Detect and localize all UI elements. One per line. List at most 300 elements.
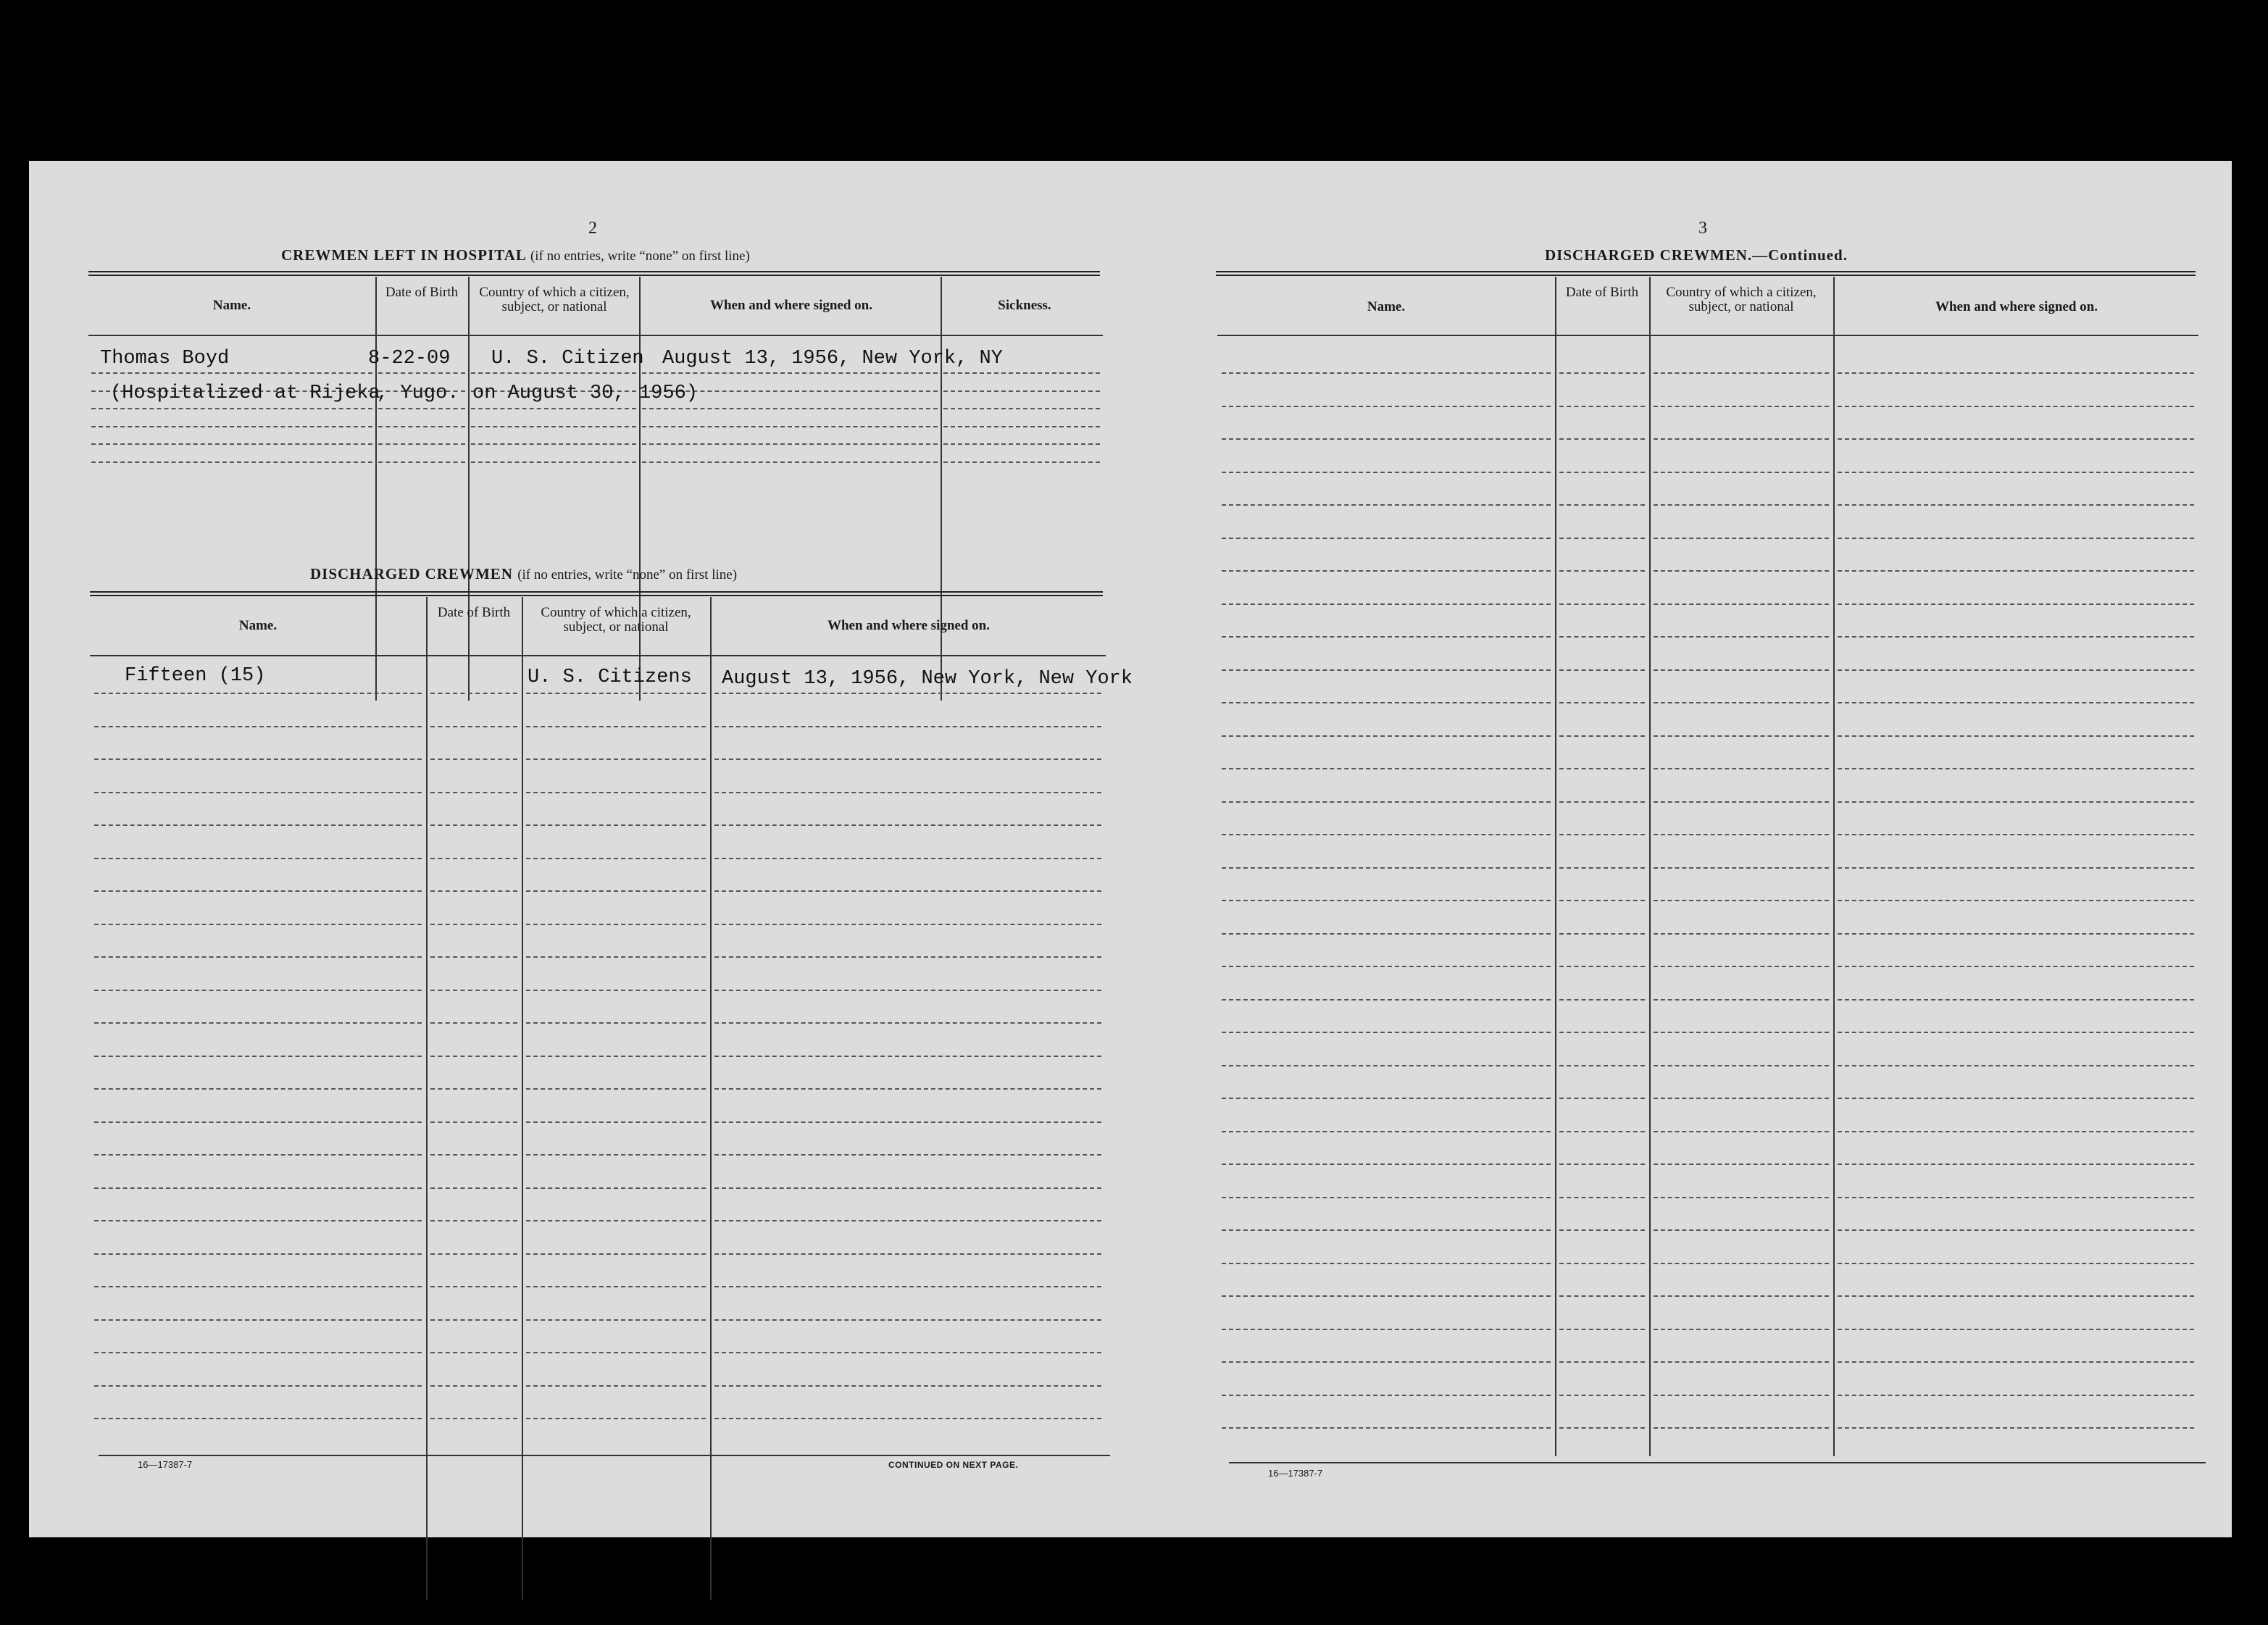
ruled-line [430, 693, 517, 694]
ruled-line [1559, 834, 1645, 835]
ruled-line [714, 1121, 1101, 1123]
ruled-line [1559, 438, 1645, 440]
bottom-rule [99, 1455, 1110, 1456]
col-sep [639, 277, 641, 701]
ruled-line [91, 408, 372, 409]
ruled-line [526, 890, 706, 892]
ruled-line [714, 824, 1101, 826]
col-header-dob: Date of Birth [1565, 285, 1639, 300]
ruled-line [526, 726, 706, 727]
ruled-line [1222, 1395, 1551, 1396]
ruled-line [1838, 801, 2194, 803]
ruled-line [1222, 768, 1551, 769]
ruled-line [94, 1385, 422, 1387]
col-header-signed: When and where signed on. [827, 618, 990, 633]
ruled-line [526, 693, 706, 694]
ruled-line [378, 443, 465, 445]
hospital-row2-country: on August 30, [472, 383, 625, 404]
ruled-line [1559, 900, 1645, 901]
hospital-row2-signed: 1956) [639, 383, 699, 404]
ruled-line [1838, 900, 2194, 901]
discharged-title-text: DISCHARGED CREWMEN [310, 565, 513, 582]
ruled-line [1838, 372, 2194, 374]
ruled-line [94, 726, 422, 727]
ruled-line [94, 1187, 422, 1189]
ruled-line [714, 924, 1101, 925]
ruled-line [430, 1385, 517, 1387]
ruled-line [1559, 1098, 1645, 1099]
ruled-line [1838, 1427, 2194, 1429]
ruled-line [94, 1056, 422, 1057]
ruled-line [1654, 570, 1829, 572]
ruled-line [1222, 1427, 1551, 1429]
ruled-line [1222, 603, 1551, 605]
ruled-line [94, 693, 422, 694]
right-header-rule [1217, 335, 2198, 336]
ruled-line [1559, 1131, 1645, 1132]
ruled-line [526, 1253, 706, 1255]
page-number: 2 [588, 219, 597, 238]
col-header-country: Country of which a citizen, subject, or national [1666, 285, 1817, 314]
ruled-line [1559, 1427, 1645, 1429]
ruled-line [1838, 1329, 2194, 1330]
ruled-line [1654, 900, 1829, 901]
ruled-line [1654, 1329, 1829, 1330]
ruled-line [1838, 636, 2194, 638]
ruled-line [1654, 1295, 1829, 1297]
ruled-line [471, 443, 636, 445]
ruled-line [1838, 570, 2194, 572]
ruled-line [1222, 1229, 1551, 1231]
ruled-line [1654, 999, 1829, 1001]
ruled-line [642, 408, 938, 409]
ruled-line [1222, 735, 1551, 737]
ruled-line [642, 443, 938, 445]
ruled-line [714, 1385, 1101, 1387]
ruled-line [1222, 966, 1551, 967]
ruled-line [1559, 1295, 1645, 1297]
ruled-line [1559, 1329, 1645, 1330]
ruled-line [1559, 801, 1645, 803]
ruled-line [1838, 867, 2194, 869]
ruled-line [714, 1253, 1101, 1255]
ruled-line [1559, 504, 1645, 506]
ruled-line [94, 1319, 422, 1321]
ruled-line [91, 372, 372, 374]
ruled-line [1838, 1295, 2194, 1297]
ruled-line [378, 461, 465, 463]
ruled-line [714, 1088, 1101, 1090]
ruled-line [1222, 438, 1551, 440]
ruled-line [1559, 406, 1645, 407]
ruled-line [430, 1352, 517, 1353]
ruled-line [430, 1187, 517, 1189]
ruled-line [526, 1187, 706, 1189]
ruled-line [94, 1253, 422, 1255]
ruled-line [1654, 933, 1829, 935]
ruled-line [1654, 1263, 1829, 1264]
ruled-line [430, 956, 517, 958]
ruled-line [1838, 702, 2194, 703]
ruled-line [430, 858, 517, 859]
ruled-line [94, 1121, 422, 1123]
ruled-line [94, 1418, 422, 1419]
discharged-title-note: (if no entries, write “none” on first line) [517, 567, 738, 582]
ruled-line [642, 372, 938, 374]
ruled-line [1222, 1295, 1551, 1297]
ruled-line [378, 408, 465, 409]
discharged-section-title [310, 565, 737, 583]
ruled-line [1654, 538, 1829, 539]
ruled-line [943, 372, 1100, 374]
ruled-line [1559, 538, 1645, 539]
ruled-line [1559, 702, 1645, 703]
ruled-line [714, 858, 1101, 859]
col-header-name: Name. [1367, 299, 1406, 314]
ruled-line [714, 1319, 1101, 1321]
ruled-line [943, 426, 1100, 427]
ruled-line [714, 1056, 1101, 1057]
ruled-line [1654, 669, 1829, 671]
ruled-line [1559, 735, 1645, 737]
ruled-line [1838, 1164, 2194, 1165]
col-header-name: Name. [212, 298, 251, 313]
ruled-line [1654, 438, 1829, 440]
col-sep [710, 597, 712, 1600]
hospital-title-note: (if no entries, write “none” on first line) [530, 248, 750, 264]
ruled-line [526, 1088, 706, 1090]
ruled-line [91, 426, 372, 427]
ruled-line [94, 858, 422, 859]
ruled-line [526, 956, 706, 958]
ruled-line [714, 1187, 1101, 1189]
ruled-line [1222, 538, 1551, 539]
ruled-line [1559, 636, 1645, 638]
ruled-line [1654, 603, 1829, 605]
ruled-line [378, 372, 465, 374]
col-header-name: Name. [238, 618, 278, 633]
ruled-line [526, 1056, 706, 1057]
ruled-line [430, 726, 517, 727]
discharged-row1-signed: August 13, 1956, New York, New York [722, 668, 1133, 690]
ruled-line [1838, 1032, 2194, 1033]
ruled-line [430, 1319, 517, 1321]
hospital-row1-country: U. S. Citizen [491, 348, 644, 369]
ruled-line [94, 990, 422, 991]
ruled-line [1838, 1229, 2194, 1231]
ruled-line [94, 1220, 422, 1221]
ruled-line [1654, 735, 1829, 737]
ruled-line [714, 693, 1101, 694]
ruled-line [1838, 538, 2194, 539]
hospital-top-rule [88, 271, 1100, 276]
ruled-line [1838, 438, 2194, 440]
ruled-line [1222, 1164, 1551, 1165]
hospital-row2-dob: , Yugo. [377, 383, 459, 404]
ruled-line [1222, 1263, 1551, 1264]
ruled-line [714, 759, 1101, 760]
ruled-line [1222, 1065, 1551, 1066]
ruled-line [1838, 1098, 2194, 1099]
discharged-top-rule [90, 591, 1103, 596]
col-sep [522, 597, 523, 1600]
ruled-line [526, 858, 706, 859]
ruled-line [1222, 1131, 1551, 1132]
ruled-line [714, 890, 1101, 892]
ruled-line [526, 1154, 706, 1156]
discharged-continued-title: DISCHARGED CREWMEN.—Continued. [1545, 246, 1848, 264]
ruled-line [471, 461, 636, 463]
ruled-line [1222, 933, 1551, 935]
col-sep [1649, 277, 1651, 1456]
discharged-header-rule [90, 655, 1106, 656]
ruled-line [1838, 768, 2194, 769]
ruled-line [1222, 372, 1551, 374]
ruled-line [714, 792, 1101, 793]
ruled-line [1838, 834, 2194, 835]
hospital-row1-dob: 8-22-09 [368, 348, 451, 369]
ruled-line [1838, 735, 2194, 737]
ruled-line [526, 1121, 706, 1123]
continued-note: CONTINUED ON NEXT PAGE. [888, 1460, 1019, 1470]
ruled-line [430, 1121, 517, 1123]
ruled-line [1222, 1197, 1551, 1198]
ruled-line [1559, 603, 1645, 605]
ruled-line [430, 990, 517, 991]
ruled-line [1654, 1065, 1829, 1066]
ruled-line [1222, 867, 1551, 869]
col-sep [941, 277, 942, 701]
hospital-row2-name: (Hospitalized at Rijeka [110, 383, 380, 404]
ruled-line [430, 1154, 517, 1156]
ruled-line [943, 390, 1100, 392]
ruled-line [526, 824, 706, 826]
col-header-dob: Date of Birth [437, 605, 511, 620]
page-number: 3 [1698, 219, 1707, 238]
ruled-line [1838, 603, 2194, 605]
ruled-line [1654, 867, 1829, 869]
ruled-line [94, 824, 422, 826]
ruled-line [1222, 1032, 1551, 1033]
col-header-country: Country of which a citizen, subject, or national [541, 605, 691, 635]
ruled-line [1222, 472, 1551, 473]
ruled-line [1654, 406, 1829, 407]
ruled-line [1654, 1395, 1829, 1396]
ruled-line [526, 924, 706, 925]
form-code: 16—17387-7 [1268, 1468, 1323, 1479]
ruled-line [642, 461, 938, 463]
ruled-line [94, 890, 422, 892]
ruled-line [430, 824, 517, 826]
form-code: 16—17387-7 [138, 1459, 193, 1470]
ruled-line [1222, 702, 1551, 703]
ruled-line [94, 1352, 422, 1353]
col-header-dob: Date of Birth [385, 285, 459, 300]
ruled-line [526, 1286, 706, 1287]
ruled-line [430, 1286, 517, 1287]
ruled-line [526, 1385, 706, 1387]
ruled-line [1838, 1395, 2194, 1396]
ruled-line [94, 1022, 422, 1024]
ruled-line [1222, 504, 1551, 506]
ruled-line [1559, 1065, 1645, 1066]
col-header-signed: When and where signed on. [1935, 299, 2098, 314]
ruled-line [430, 1220, 517, 1221]
ruled-line [714, 1286, 1101, 1287]
ruled-line [1654, 472, 1829, 473]
ruled-line [1559, 933, 1645, 935]
ruled-line [1654, 1361, 1829, 1363]
ruled-line [471, 408, 636, 409]
ruled-line [94, 792, 422, 793]
ruled-line [1838, 406, 2194, 407]
ruled-line [714, 1220, 1101, 1221]
ruled-line [526, 1319, 706, 1321]
ruled-line [714, 1352, 1101, 1353]
ruled-line [1222, 406, 1551, 407]
ruled-line [1222, 999, 1551, 1001]
ruled-line [714, 726, 1101, 727]
ruled-line [1222, 570, 1551, 572]
ruled-line [1838, 999, 2194, 1001]
ruled-line [1559, 1395, 1645, 1396]
ruled-line [1838, 504, 2194, 506]
ruled-line [1222, 636, 1551, 638]
ruled-line [1559, 1263, 1645, 1264]
ruled-line [430, 1056, 517, 1057]
ruled-line [714, 956, 1101, 958]
ruled-line [1559, 669, 1645, 671]
ruled-line [1559, 570, 1645, 572]
ruled-line [1222, 834, 1551, 835]
ruled-line [714, 1022, 1101, 1024]
ruled-line [642, 426, 938, 427]
ruled-line [714, 1154, 1101, 1156]
ruled-line [430, 890, 517, 892]
ruled-line [1838, 933, 2194, 935]
ruled-line [1838, 1361, 2194, 1363]
ruled-line [1654, 966, 1829, 967]
col-sep [1555, 277, 1556, 1456]
ruled-line [1838, 1197, 2194, 1198]
ruled-line [430, 1418, 517, 1419]
ruled-line [1654, 1197, 1829, 1198]
ruled-line [471, 372, 636, 374]
ruled-line [714, 990, 1101, 991]
hospital-title-text: CREWMEN LEFT IN HOSPITAL [281, 246, 526, 264]
ruled-line [943, 461, 1100, 463]
ruled-line [943, 408, 1100, 409]
ruled-line [1559, 966, 1645, 967]
ruled-line [1222, 669, 1551, 671]
bottom-rule [1229, 1462, 2206, 1463]
ruled-line [430, 1253, 517, 1255]
ruled-line [1654, 372, 1829, 374]
ruled-line [1654, 504, 1829, 506]
ruled-line [526, 1352, 706, 1353]
ruled-line [94, 1088, 422, 1090]
ruled-line [1838, 1131, 2194, 1132]
ruled-line [91, 443, 372, 445]
hospital-row1-name: Thomas Boyd [100, 348, 230, 369]
ruled-line [1222, 1098, 1551, 1099]
ruled-line [378, 426, 465, 427]
ruled-line [1654, 1131, 1829, 1132]
ruled-line [430, 759, 517, 760]
ruled-line [1838, 472, 2194, 473]
ruled-line [526, 759, 706, 760]
hospital-header-rule [88, 335, 1103, 336]
ruled-line [1654, 801, 1829, 803]
discharged-row1-name: Fifteen (15) [125, 665, 266, 687]
ruled-line [94, 1286, 422, 1287]
ruled-line [430, 924, 517, 925]
form-sheet [29, 161, 2232, 1537]
hospital-row1-signed: August 13, 1956, New York, NY [662, 348, 1003, 369]
ruled-line [526, 1418, 706, 1419]
ruled-line [1559, 472, 1645, 473]
ruled-line [1654, 834, 1829, 835]
ruled-line [1654, 1098, 1829, 1099]
ruled-line [1559, 1197, 1645, 1198]
ruled-line [91, 461, 372, 463]
col-header-country: Country of which a citizen, subject, or national [479, 285, 630, 314]
ruled-line [94, 924, 422, 925]
ruled-line [1654, 768, 1829, 769]
ruled-line [526, 1022, 706, 1024]
ruled-line [1654, 1427, 1829, 1429]
ruled-line [1559, 1164, 1645, 1165]
ruled-line [1559, 372, 1645, 374]
ruled-line [94, 1154, 422, 1156]
ruled-line [1654, 1032, 1829, 1033]
col-sep [426, 597, 428, 1600]
ruled-line [1559, 867, 1645, 869]
ruled-line [471, 426, 636, 427]
hospital-section-title [281, 246, 750, 264]
ruled-line [1559, 1229, 1645, 1231]
ruled-line [430, 1022, 517, 1024]
ruled-line [1654, 702, 1829, 703]
ruled-line [430, 792, 517, 793]
ruled-line [1838, 1065, 2194, 1066]
ruled-line [943, 443, 1100, 445]
ruled-line [94, 759, 422, 760]
right-top-rule [1216, 271, 2196, 276]
col-sep [1833, 277, 1835, 1456]
ruled-line [1559, 1032, 1645, 1033]
discharged-row1-country: U. S. Citizens [528, 667, 692, 688]
ruled-line [1559, 1361, 1645, 1363]
col-header-signed: When and where signed on. [709, 298, 872, 313]
ruled-line [1222, 801, 1551, 803]
ruled-line [1222, 1329, 1551, 1330]
ruled-line [94, 956, 422, 958]
ruled-line [714, 1418, 1101, 1419]
ruled-line [1559, 999, 1645, 1001]
col-header-sickness: Sickness. [998, 298, 1051, 313]
ruled-line [526, 792, 706, 793]
ruled-line [1222, 900, 1551, 901]
ruled-line [1838, 1263, 2194, 1264]
ruled-line [1838, 669, 2194, 671]
ruled-line [1838, 966, 2194, 967]
ruled-line [1654, 1164, 1829, 1165]
ruled-line [1559, 768, 1645, 769]
ruled-line [1654, 636, 1829, 638]
ruled-line [526, 990, 706, 991]
col-sep [468, 277, 470, 701]
